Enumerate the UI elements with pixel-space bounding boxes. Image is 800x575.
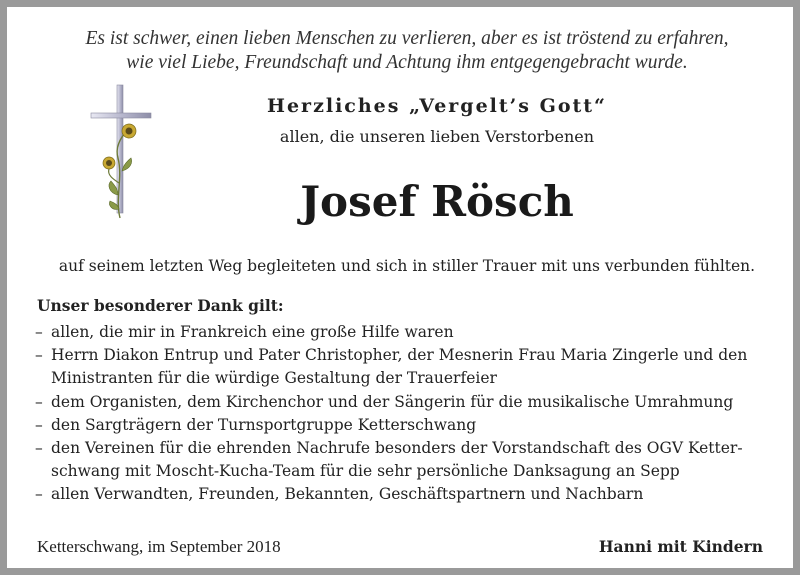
- thanks-subtitle: allen, die unseren lieben Verstorbenen: [279, 127, 595, 146]
- dank-item-line: – den Sargträgern der Turnsportgruppe Ketterschwang: [51, 415, 477, 434]
- dank-item-line: schwang mit Moscht-Kucha-Team für die sehr persönliche Danksagung an Sepp: [51, 462, 680, 481]
- dank-item: [35, 483, 787, 506]
- dank-item-line: – allen, die mir in Frankreich eine große Hilfe waren: [51, 323, 454, 341]
- dank-list: [35, 321, 787, 507]
- dank-item: [35, 437, 787, 483]
- thanks-title: Herzliches „Vergelt’s Gott“: [267, 95, 607, 117]
- cross-sunflower-icon: [85, 83, 155, 223]
- dank-item: [35, 321, 787, 344]
- quote-line-2: wie viel Liebe, Freundschaft und Achtung ihm entgegengebracht wurde.: [126, 52, 688, 73]
- quote-line-1: Es ist schwer, einen lieben Menschen zu verlieren, aber es ist tröstend zu erfahren,: [85, 28, 729, 49]
- dank-item: [35, 344, 787, 390]
- dank-heading: Unser besonderer Dank gilt:: [37, 296, 284, 315]
- dank-item-line: – den Vereinen für die ehrenden Nachrufe besonders der Vorstandschaft des OGV Ketter-: [51, 439, 743, 458]
- dank-item-line: – Herrn Diakon Entrup und Pater Christopher, der Mesnerin Frau Maria Zingerle und den: [51, 346, 748, 365]
- deceased-name: Josef Rösch: [300, 177, 574, 226]
- dank-item-line: – allen Verwandten, Freunden, Bekannten, Geschäftspartnern und Nachbarn: [51, 485, 644, 504]
- signature: Hanni mit Kindern: [598, 537, 763, 556]
- dank-item: [35, 391, 787, 414]
- dank-item-line: – dem Organisten, dem Kirchenchor und der Sängerin für die musikalische Umrahmung: [51, 392, 734, 411]
- dank-item-line: Ministranten für die würdige Gestaltung der Trauerfeier: [51, 369, 497, 388]
- place-date: Ketterschwang, im September 2018: [37, 537, 281, 556]
- opening-quote: [27, 27, 787, 75]
- accompany-text: auf seinem letzten Weg begleiteten und sich in stiller Trauer mit uns verbunden fühlten.: [58, 257, 756, 275]
- dank-item: [35, 414, 787, 437]
